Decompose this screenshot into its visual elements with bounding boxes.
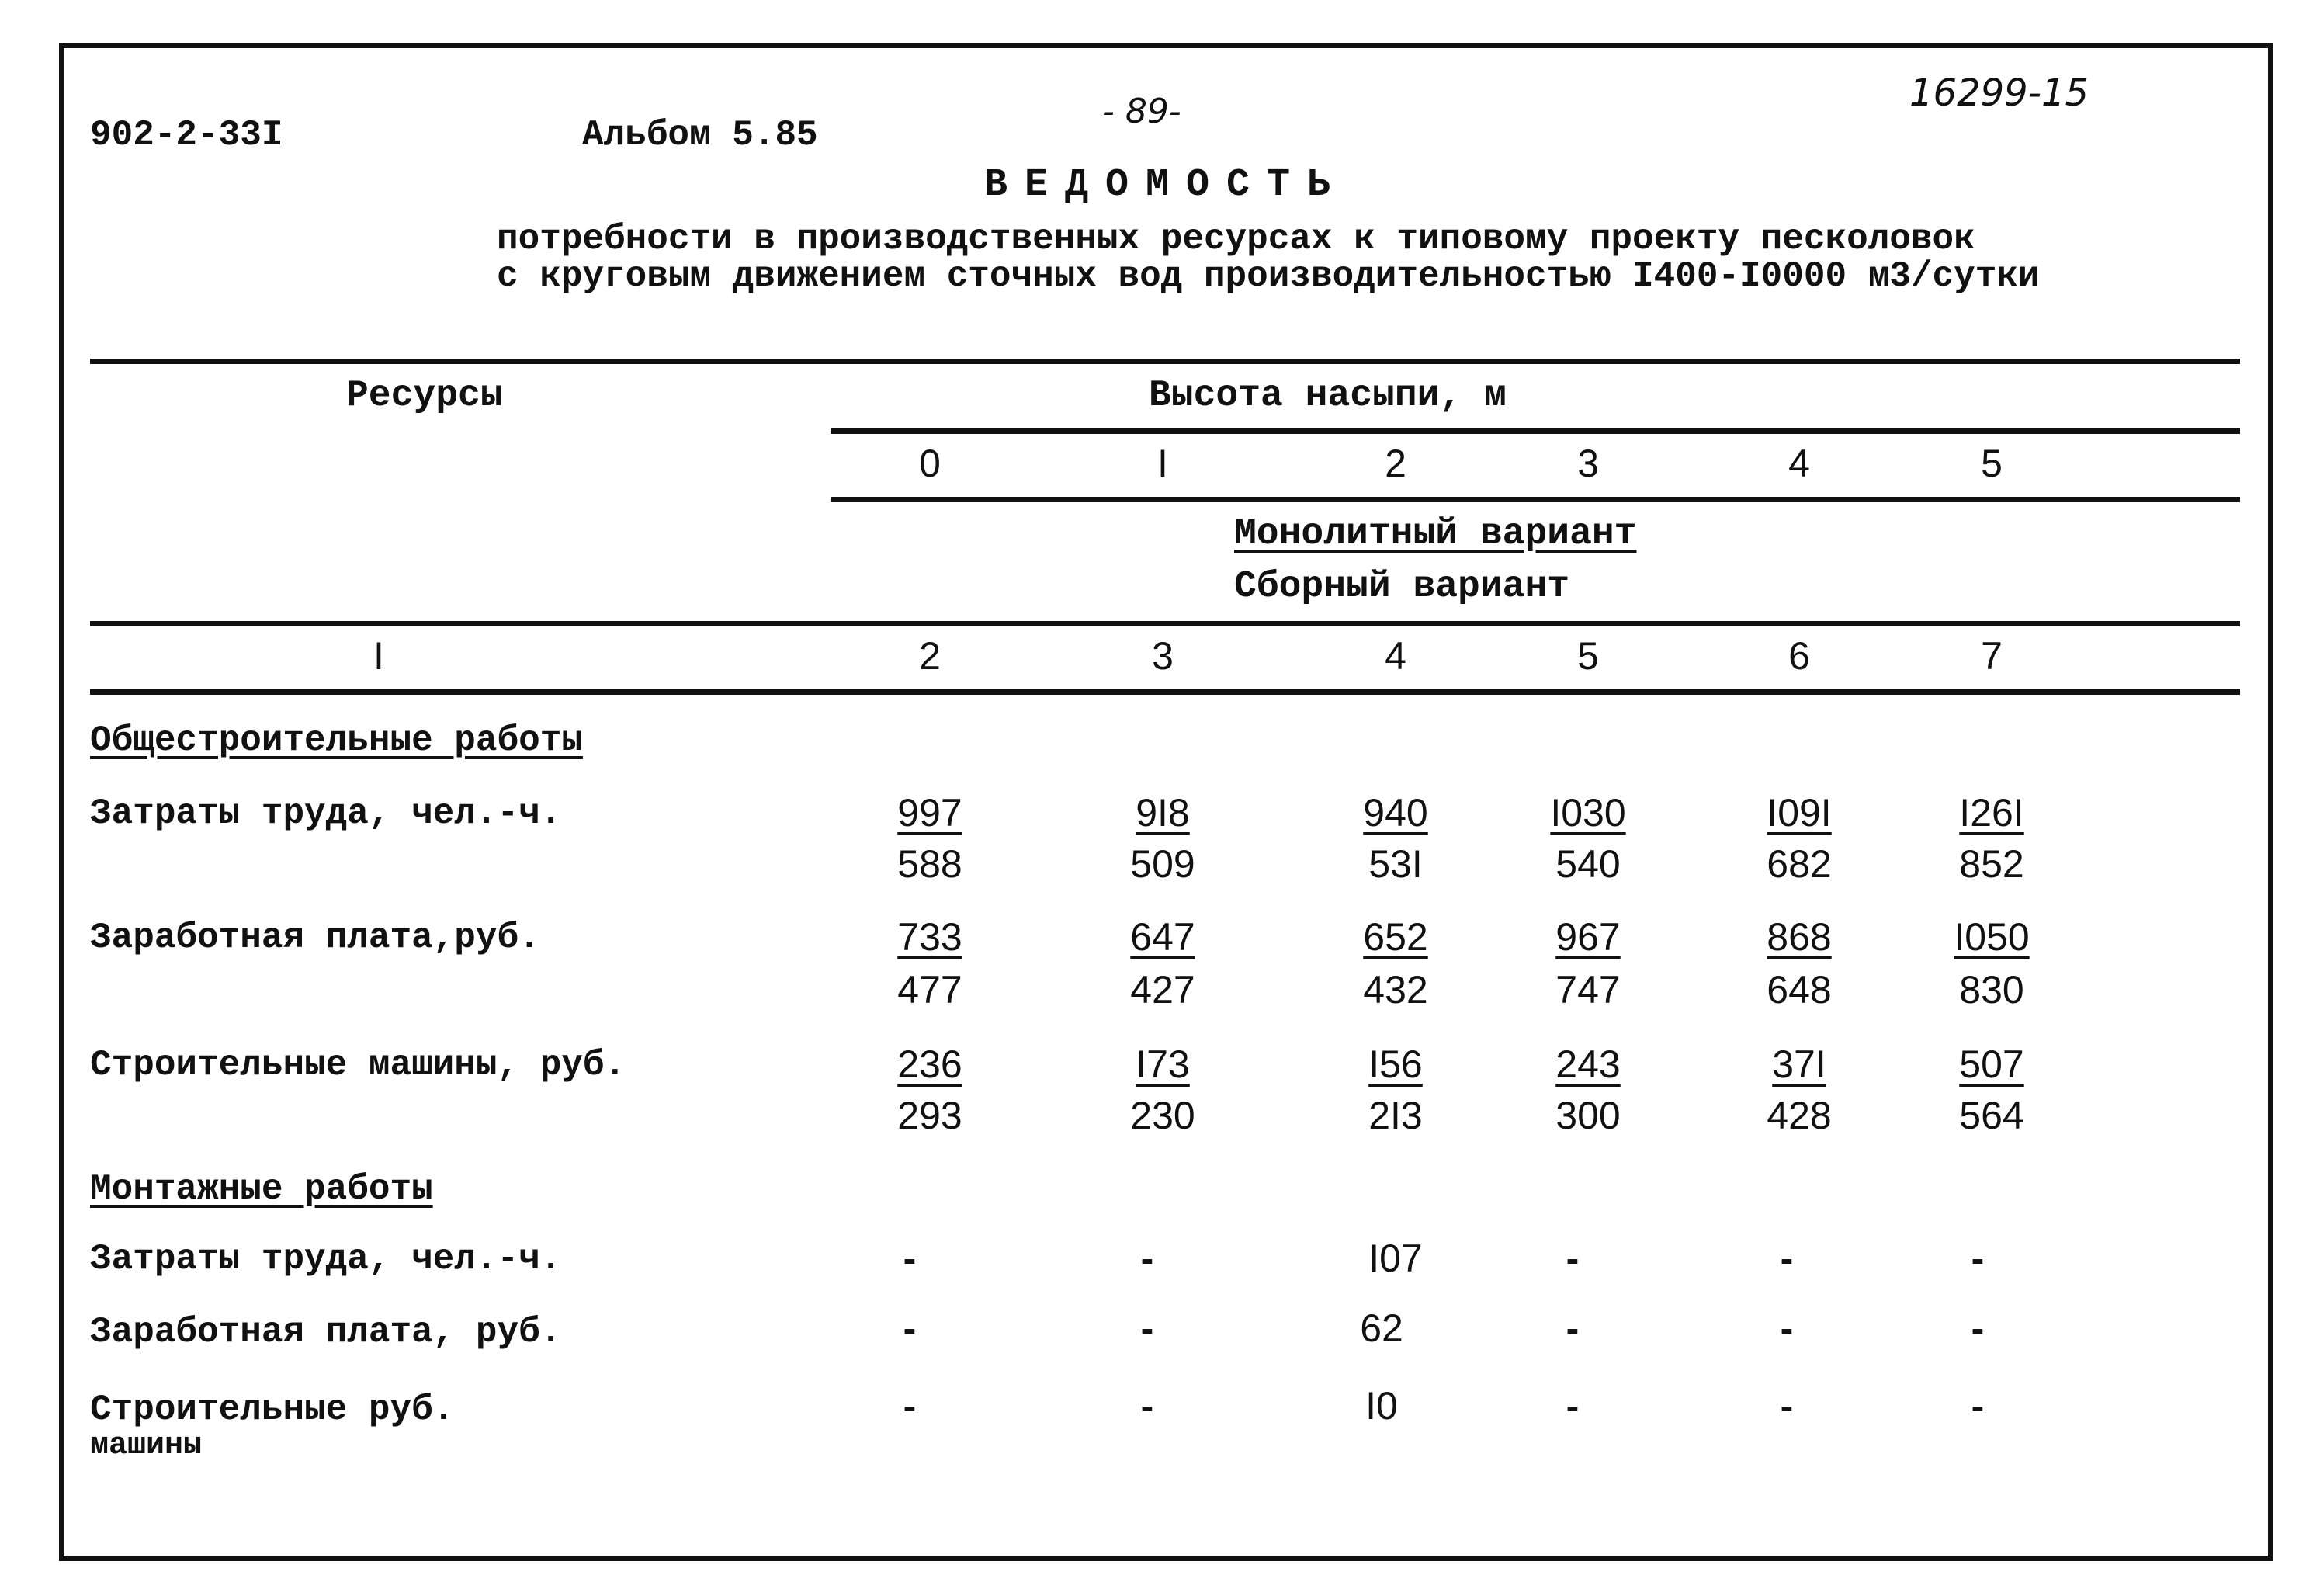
- col-number-7: 7: [1981, 634, 2003, 678]
- table-cell: -: [1971, 1384, 1985, 1428]
- header-embankment-height: Высота насыпи, м: [1149, 375, 1507, 417]
- table-cell: -: [1566, 1237, 1580, 1280]
- row-install-machinery-label-line2: машины: [90, 1428, 203, 1463]
- height-header-rule: [831, 428, 2240, 434]
- table-cell: -: [903, 1384, 917, 1428]
- table-cell: 682: [1767, 842, 1832, 886]
- table-cell: -: [903, 1237, 917, 1280]
- table-cell: 53I: [1368, 842, 1423, 886]
- table-cell: 733: [897, 915, 962, 959]
- table-cell: 588: [897, 842, 962, 886]
- height-3: 3: [1577, 442, 1599, 485]
- row-machinery-label: Строительные машины, руб.: [90, 1045, 626, 1085]
- variant-monolithic: Монолитный вариант: [1234, 513, 1637, 555]
- table-top-rule: [90, 359, 2240, 364]
- table-cell: 2I3: [1368, 1094, 1423, 1137]
- table-cell: -: [903, 1306, 917, 1350]
- table-cell: 830: [1959, 968, 2024, 1011]
- table-cell: 940: [1363, 791, 1428, 834]
- col-number-top-rule: [90, 621, 2240, 626]
- row-wages-label: Заработная плата,руб.: [90, 918, 540, 958]
- table-cell: -: [1566, 1306, 1580, 1350]
- row-install-wages-label: Заработная плата, руб.: [90, 1312, 562, 1352]
- row-install-labor-label: Затраты труда, чел.-ч.: [90, 1239, 562, 1279]
- table-cell: -: [1566, 1384, 1580, 1428]
- table-cell: 432: [1363, 968, 1428, 1011]
- variant-rule: [831, 497, 2240, 502]
- variant-prefabricated: Сборный вариант: [1234, 566, 1570, 608]
- table-cell: 37I: [1772, 1043, 1826, 1086]
- table-cell: -: [1780, 1237, 1794, 1280]
- table-cell: -: [1140, 1306, 1154, 1350]
- table-cell: I56: [1368, 1043, 1423, 1086]
- height-1: I: [1157, 442, 1168, 485]
- table-cell: 230: [1130, 1094, 1195, 1137]
- table-cell: 236: [897, 1043, 962, 1086]
- table-cell: 62: [1360, 1306, 1403, 1350]
- table-cell: 509: [1130, 842, 1195, 886]
- table-cell: -: [1140, 1384, 1154, 1428]
- height-5: 5: [1981, 442, 2003, 485]
- table-cell: I26I: [1959, 791, 2024, 834]
- doc-code: 902-2-33I: [90, 115, 283, 155]
- col-number-2: 2: [919, 634, 941, 678]
- table-cell: 564: [1959, 1094, 2024, 1137]
- table-cell: I73: [1136, 1043, 1190, 1086]
- section-general-construction: Общестроительные работы: [90, 720, 583, 761]
- table-cell: 300: [1555, 1094, 1621, 1137]
- table-cell: 243: [1555, 1043, 1621, 1086]
- table-cell: I050: [1954, 915, 2030, 959]
- album-label: Альбом 5.85: [582, 115, 818, 155]
- row-labor-label: Затраты труда, чел.-ч.: [90, 793, 562, 834]
- table-cell: 652: [1363, 915, 1428, 959]
- col-number-bottom-rule: [90, 689, 2240, 695]
- table-cell: 477: [897, 968, 962, 1011]
- table-cell: 997: [897, 791, 962, 834]
- table-cell: 747: [1555, 968, 1621, 1011]
- table-cell: 647: [1130, 915, 1195, 959]
- col-number-5: 5: [1577, 634, 1599, 678]
- col-number-6: 6: [1788, 634, 1810, 678]
- table-cell: 507: [1959, 1043, 2024, 1086]
- subtitle-line-1: потребности в производственных ресурсах к типовому проекту песколовок: [497, 219, 1975, 259]
- table-cell: -: [1971, 1306, 1985, 1350]
- table-cell: 852: [1959, 842, 2024, 886]
- table-cell: -: [1780, 1306, 1794, 1350]
- col-number-1: I: [373, 634, 384, 678]
- table-cell: -: [1780, 1384, 1794, 1428]
- height-0: 0: [919, 442, 941, 485]
- height-4: 4: [1788, 442, 1810, 485]
- table-cell: 540: [1555, 842, 1621, 886]
- col-number-4: 4: [1385, 634, 1406, 678]
- table-cell: 868: [1767, 915, 1832, 959]
- table-cell: I0: [1365, 1384, 1398, 1428]
- page-number: - 89-: [1102, 92, 1181, 131]
- table-cell: 967: [1555, 915, 1621, 959]
- table-cell: I07: [1368, 1237, 1423, 1280]
- sheet-code: 16299-15: [1909, 71, 2089, 115]
- height-2: 2: [1385, 442, 1406, 485]
- table-cell: 9I8: [1136, 791, 1190, 834]
- table-cell: -: [1140, 1237, 1154, 1280]
- table-cell: I09I: [1767, 791, 1832, 834]
- table-cell: I030: [1550, 791, 1626, 834]
- table-cell: 428: [1767, 1094, 1832, 1137]
- subtitle-line-2: с круговым движением сточных вод производительностью I400-I0000 м3/сутки: [497, 256, 2040, 297]
- document-title: ВЕДОМОСТЬ: [984, 163, 1348, 207]
- col-number-3: 3: [1152, 634, 1174, 678]
- header-resources: Ресурсы: [346, 375, 503, 417]
- table-cell: 427: [1130, 968, 1195, 1011]
- table-cell: 648: [1767, 968, 1832, 1011]
- section-installation: Монтажные работы: [90, 1169, 433, 1209]
- table-cell: 293: [897, 1094, 962, 1137]
- table-cell: -: [1971, 1237, 1985, 1280]
- row-install-machinery-label: Строительные руб.: [90, 1390, 455, 1430]
